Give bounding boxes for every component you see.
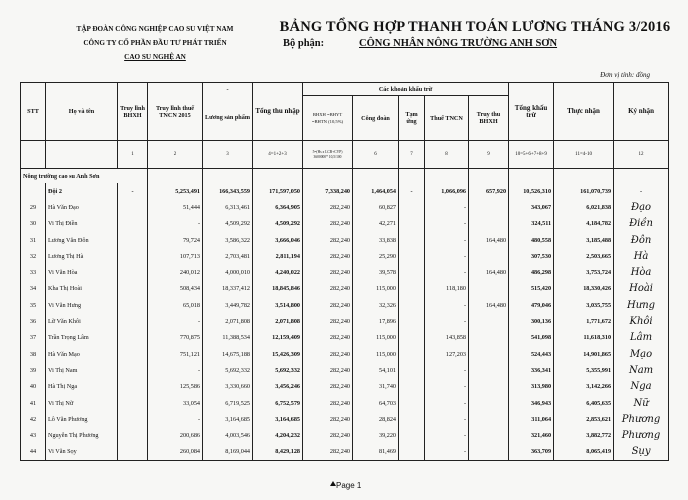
- group-social-insurance: 7,338,240: [303, 183, 353, 199]
- row-signature: Nữ: [614, 395, 669, 411]
- row-total-deduction: 515,420: [509, 281, 554, 297]
- row-advance: [399, 346, 425, 362]
- table-row: [21, 199, 669, 215]
- row-back-pay-bhxh: [118, 346, 148, 362]
- col-social-insurance: BHXH =BHYT =BHTN (10,5%): [303, 96, 353, 141]
- row-back-pay-tax: 51,444: [148, 199, 203, 215]
- row-bhxh-recovery: [469, 199, 509, 215]
- row-stt: 35: [21, 297, 46, 313]
- row-stt: 44: [21, 444, 46, 461]
- row-advance: [399, 199, 425, 215]
- row-net-pay: 3,753,724: [554, 264, 614, 280]
- row-bhxh-recovery: 164,480: [469, 232, 509, 248]
- idx-5: 5=(Hs x LCB+CVP) 3600000* 10,5/100: [303, 141, 353, 169]
- row-income-tax: -: [425, 297, 469, 313]
- idx-name: [46, 141, 118, 169]
- row-name: Lương Thị Hà: [46, 248, 118, 264]
- row-product-wage: 2,071,808: [203, 313, 253, 329]
- row-total-income: 3,666,046: [253, 232, 303, 248]
- row-net-pay: 6,021,838: [554, 199, 614, 215]
- table-row: [21, 427, 669, 443]
- idx-4: 4=1+2+3: [253, 141, 303, 169]
- row-advance: [399, 216, 425, 232]
- table-row: [21, 362, 669, 378]
- row-income-tax: -: [425, 313, 469, 329]
- row-total-deduction: 311,064: [509, 411, 554, 427]
- row-back-pay-bhxh: [118, 411, 148, 427]
- row-product-wage: 4,000,010: [203, 264, 253, 280]
- row-social-insurance: 282,240: [303, 264, 353, 280]
- row-total-income: 4,509,292: [253, 216, 303, 232]
- row-income-tax: -: [425, 379, 469, 395]
- row-name: Lô Văn Phương: [46, 411, 118, 427]
- group-product-wage: 166,343,559: [203, 183, 253, 199]
- row-back-pay-bhxh: [118, 264, 148, 280]
- row-total-deduction: 321,460: [509, 427, 554, 443]
- row-signature: Hưng: [614, 297, 669, 313]
- row-total-deduction: 479,046: [509, 297, 554, 313]
- row-total-deduction: 486,298: [509, 264, 554, 280]
- row-advance: [399, 362, 425, 378]
- row-net-pay: 1,771,672: [554, 313, 614, 329]
- row-name: Vi Văn Sọy: [46, 444, 118, 461]
- group-signature: -: [614, 183, 669, 199]
- row-back-pay-bhxh: [118, 444, 148, 461]
- col-income-tax: Thuế TNCN: [425, 96, 469, 141]
- row-total-income: 5,692,332: [253, 362, 303, 378]
- group-name: Đội 2: [46, 183, 118, 199]
- row-income-tax: -: [425, 264, 469, 280]
- group-total-income: 171,597,050: [253, 183, 303, 199]
- row-back-pay-bhxh: [118, 199, 148, 215]
- row-name: Vi Thị Điền: [46, 216, 118, 232]
- row-social-insurance: 282,240: [303, 313, 353, 329]
- row-product-wage: 5,692,332: [203, 362, 253, 378]
- row-total-deduction: 307,530: [509, 248, 554, 264]
- row-back-pay-tax: -: [148, 313, 203, 329]
- row-income-tax: -: [425, 199, 469, 215]
- page-number: Page 1: [336, 481, 362, 490]
- col-total-income: Tổng thu nhập: [253, 83, 303, 141]
- col-bhxh-recovery: Truy thu BHXH: [469, 96, 509, 141]
- row-social-insurance: 282,240: [303, 346, 353, 362]
- row-total-deduction: 313,980: [509, 379, 554, 395]
- table-row: [21, 379, 669, 395]
- row-net-pay: 2,503,665: [554, 248, 614, 264]
- row-signature: Đôn: [614, 232, 669, 248]
- row-signature: Điền: [614, 216, 669, 232]
- row-net-pay: 4,184,782: [554, 216, 614, 232]
- idx-3: 3: [203, 141, 253, 169]
- row-back-pay-bhxh: [118, 362, 148, 378]
- group-net-pay: 161,070,739: [554, 183, 614, 199]
- row-total-income: 4,240,022: [253, 264, 303, 280]
- row-union-fee: 54,101: [353, 362, 399, 378]
- group-bhxh-recovery: 657,920: [469, 183, 509, 199]
- row-net-pay: 3,035,755: [554, 297, 614, 313]
- row-back-pay-tax: 751,121: [148, 346, 203, 362]
- idx-10: 10=5+6+7+8+9: [509, 141, 554, 169]
- row-income-tax: -: [425, 411, 469, 427]
- row-stt: 37: [21, 330, 46, 346]
- row-stt: 32: [21, 248, 46, 264]
- row-income-tax: 118,180: [425, 281, 469, 297]
- row-signature: Nga: [614, 379, 669, 395]
- idx-1: 1: [118, 141, 148, 169]
- row-net-pay: 5,355,991: [554, 362, 614, 378]
- row-union-fee: 60,827: [353, 199, 399, 215]
- row-product-wage: 6,313,461: [203, 199, 253, 215]
- row-product-wage: 2,703,481: [203, 248, 253, 264]
- row-signature: Phương: [614, 427, 669, 443]
- row-union-fee: 17,896: [353, 313, 399, 329]
- group-back-pay-bhxh: -: [118, 183, 148, 199]
- row-social-insurance: 282,240: [303, 232, 353, 248]
- row-income-tax: 143,858: [425, 330, 469, 346]
- row-social-insurance: 282,240: [303, 362, 353, 378]
- row-total-income: 12,159,409: [253, 330, 303, 346]
- row-social-insurance: 282,240: [303, 379, 353, 395]
- row-advance: [399, 313, 425, 329]
- row-total-income: 18,845,846: [253, 281, 303, 297]
- col-signature: Ký nhận: [614, 83, 669, 141]
- col-name: Họ và tên: [46, 83, 118, 141]
- table-row: [21, 346, 669, 362]
- col-total-deduction: Tổng khấu trừ: [509, 83, 554, 141]
- department-label: Bộ phận:: [283, 38, 325, 49]
- row-product-wage: 6,719,525: [203, 395, 253, 411]
- row-back-pay-bhxh: [118, 313, 148, 329]
- row-income-tax: -: [425, 248, 469, 264]
- row-stt: 43: [21, 427, 46, 443]
- row-social-insurance: 282,240: [303, 281, 353, 297]
- payroll-table: [20, 82, 669, 461]
- row-income-tax: 127,203: [425, 346, 469, 362]
- row-bhxh-recovery: [469, 216, 509, 232]
- row-back-pay-tax: 240,012: [148, 264, 203, 280]
- row-net-pay: 6,405,635: [554, 395, 614, 411]
- row-bhxh-recovery: [469, 330, 509, 346]
- row-back-pay-bhxh: [118, 297, 148, 313]
- group-union-fee: 1,464,054: [353, 183, 399, 199]
- row-product-wage: 14,675,188: [203, 346, 253, 362]
- row-signature: Hà: [614, 248, 669, 264]
- row-name: Vi Thị Nam: [46, 362, 118, 378]
- row-stt: 41: [21, 395, 46, 411]
- row-back-pay-tax: -: [148, 411, 203, 427]
- row-social-insurance: 282,240: [303, 297, 353, 313]
- group-back-pay-tax: 5,253,491: [148, 183, 203, 199]
- row-total-deduction: 524,443: [509, 346, 554, 362]
- table-row: [21, 313, 669, 329]
- row-name: Kha Thị Hoài: [46, 281, 118, 297]
- row-back-pay-tax: -: [148, 362, 203, 378]
- row-advance: [399, 379, 425, 395]
- row-bhxh-recovery: [469, 362, 509, 378]
- row-social-insurance: 282,240: [303, 248, 353, 264]
- row-advance: [399, 395, 425, 411]
- row-bhxh-recovery: 164,480: [469, 297, 509, 313]
- row-total-deduction: 324,511: [509, 216, 554, 232]
- idx-12: 12: [614, 141, 669, 169]
- row-back-pay-bhxh: [118, 379, 148, 395]
- row-total-deduction: 363,709: [509, 444, 554, 461]
- row-signature: Phương: [614, 411, 669, 427]
- row-name: Lương Văn Đôn: [46, 232, 118, 248]
- row-income-tax: -: [425, 232, 469, 248]
- row-stt: 36: [21, 313, 46, 329]
- row-product-wage: 4,003,546: [203, 427, 253, 443]
- col-union-fee: Công đoàn: [353, 96, 399, 141]
- row-back-pay-tax: 200,686: [148, 427, 203, 443]
- idx-6: 6: [353, 141, 399, 169]
- row-back-pay-bhxh: [118, 216, 148, 232]
- col-deductions-group: Các khoản khấu trừ: [303, 83, 509, 96]
- row-stt: 38: [21, 346, 46, 362]
- row-advance: [399, 330, 425, 346]
- row-union-fee: 32,326: [353, 297, 399, 313]
- table-row: [21, 395, 669, 411]
- row-bhxh-recovery: [469, 395, 509, 411]
- row-stt: 33: [21, 264, 46, 280]
- group-income-tax: 1,066,096: [425, 183, 469, 199]
- row-total-deduction: 343,067: [509, 199, 554, 215]
- row-stt: 29: [21, 199, 46, 215]
- row-name: Lữ Văn Khôi: [46, 313, 118, 329]
- currency-unit-note: Đơn vị tính: đồng: [600, 71, 650, 79]
- row-name: Hà Văn Đạo: [46, 199, 118, 215]
- row-back-pay-bhxh: [118, 232, 148, 248]
- row-advance: [399, 248, 425, 264]
- row-income-tax: -: [425, 444, 469, 461]
- row-back-pay-tax: 79,724: [148, 232, 203, 248]
- group-advance: -: [399, 183, 425, 199]
- organization-header: [40, 22, 270, 64]
- row-back-pay-bhxh: [118, 281, 148, 297]
- row-income-tax: -: [425, 362, 469, 378]
- row-name: Nguyễn Thị Phương: [46, 427, 118, 443]
- row-total-income: 8,429,128: [253, 444, 303, 461]
- row-product-wage: 18,337,412: [203, 281, 253, 297]
- row-union-fee: 39,220: [353, 427, 399, 443]
- org-line-3: CAO SU NGHỆ AN: [124, 53, 186, 61]
- table-row: [21, 411, 669, 427]
- row-advance: [399, 281, 425, 297]
- row-advance: [399, 427, 425, 443]
- section-title: Nông trường cao su Anh Sơn: [21, 169, 148, 184]
- idx-8: 8: [425, 141, 469, 169]
- row-back-pay-tax: 65,018: [148, 297, 203, 313]
- row-back-pay-tax: 107,713: [148, 248, 203, 264]
- row-net-pay: 11,618,310: [554, 330, 614, 346]
- table-row: [21, 297, 669, 313]
- row-net-pay: 3,185,488: [554, 232, 614, 248]
- row-bhxh-recovery: [469, 379, 509, 395]
- row-total-income: 3,514,800: [253, 297, 303, 313]
- row-total-deduction: 541,098: [509, 330, 554, 346]
- row-total-income: 4,204,232: [253, 427, 303, 443]
- document-title: BẢNG TỔNG HỢP THANH TOÁN LƯƠNG THÁNG 3/2016: [279, 19, 671, 35]
- row-stt: 34: [21, 281, 46, 297]
- row-signature: Đạo: [614, 199, 669, 215]
- row-signature: Lâm: [614, 330, 669, 346]
- row-back-pay-bhxh: [118, 427, 148, 443]
- row-net-pay: 3,882,772: [554, 427, 614, 443]
- row-name: Hà Thị Nga: [46, 379, 118, 395]
- row-total-income: 6,752,579: [253, 395, 303, 411]
- row-income-tax: -: [425, 395, 469, 411]
- row-back-pay-bhxh: [118, 330, 148, 346]
- row-bhxh-recovery: [469, 281, 509, 297]
- row-net-pay: 8,065,419: [554, 444, 614, 461]
- row-bhxh-recovery: [469, 313, 509, 329]
- row-signature: Khôi: [614, 313, 669, 329]
- table-row: [21, 281, 669, 297]
- row-product-wage: 8,169,044: [203, 444, 253, 461]
- org-line-1: TẬP ĐOÀN CÔNG NGHIỆP CAO SU VIỆT NAM: [76, 25, 234, 33]
- row-union-fee: 31,740: [353, 379, 399, 395]
- row-social-insurance: 282,240: [303, 427, 353, 443]
- row-social-insurance: 282,240: [303, 216, 353, 232]
- table-row: [21, 264, 669, 280]
- row-union-fee: 42,271: [353, 216, 399, 232]
- col-advance: Tạm ứng: [399, 96, 425, 141]
- row-bhxh-recovery: 164,480: [469, 264, 509, 280]
- col-back-pay-tax: Truy lĩnh thuế TNCN 2015: [148, 83, 203, 141]
- row-union-fee: 28,824: [353, 411, 399, 427]
- row-advance: [399, 411, 425, 427]
- row-back-pay-tax: 508,434: [148, 281, 203, 297]
- row-social-insurance: 282,240: [303, 199, 353, 215]
- row-net-pay: 3,142,266: [554, 379, 614, 395]
- idx-11: 11=4-10: [554, 141, 614, 169]
- row-stt: 39: [21, 362, 46, 378]
- row-stt: 31: [21, 232, 46, 248]
- row-stt: 42: [21, 411, 46, 427]
- row-net-pay: 2,853,621: [554, 411, 614, 427]
- row-advance: [399, 264, 425, 280]
- row-union-fee: 39,578: [353, 264, 399, 280]
- table-row: [21, 248, 669, 264]
- row-name: Vi Văn Hưng: [46, 297, 118, 313]
- row-name: Trần Trọng Lâm: [46, 330, 118, 346]
- row-union-fee: 115,000: [353, 346, 399, 362]
- row-income-tax: -: [425, 427, 469, 443]
- row-union-fee: 33,838: [353, 232, 399, 248]
- row-name: Vi Văn Hòa: [46, 264, 118, 280]
- row-product-wage: 4,509,292: [203, 216, 253, 232]
- group-total-deduction: 10,526,310: [509, 183, 554, 199]
- col-product-wage-top: -: [203, 83, 253, 96]
- row-bhxh-recovery: [469, 346, 509, 362]
- group-row: [21, 183, 669, 199]
- department-value: CÔNG NHÂN NÔNG TRƯỜNG ANH SƠN: [359, 38, 558, 49]
- row-social-insurance: 282,240: [303, 330, 353, 346]
- row-advance: [399, 232, 425, 248]
- row-social-insurance: 282,240: [303, 444, 353, 461]
- row-signature: Hoài: [614, 281, 669, 297]
- row-social-insurance: 282,240: [303, 411, 353, 427]
- idx-7: 7: [399, 141, 425, 169]
- row-product-wage: 3,586,322: [203, 232, 253, 248]
- row-back-pay-tax: -: [148, 216, 203, 232]
- row-stt: 40: [21, 379, 46, 395]
- table-row: [21, 232, 669, 248]
- table-row: [21, 444, 669, 461]
- row-net-pay: 14,901,865: [554, 346, 614, 362]
- row-total-income: 2,071,808: [253, 313, 303, 329]
- row-back-pay-tax: 770,875: [148, 330, 203, 346]
- row-stt: 30: [21, 216, 46, 232]
- row-total-deduction: 300,136: [509, 313, 554, 329]
- row-product-wage: 3,449,782: [203, 297, 253, 313]
- row-total-deduction: 336,341: [509, 362, 554, 378]
- row-total-income: 15,426,309: [253, 346, 303, 362]
- row-name: Vi Thị Nữ: [46, 395, 118, 411]
- row-signature: Sụy: [614, 444, 669, 461]
- row-total-deduction: 346,943: [509, 395, 554, 411]
- row-name: Hà Văn Mạo: [46, 346, 118, 362]
- idx-stt: [21, 141, 46, 169]
- row-union-fee: 115,000: [353, 330, 399, 346]
- idx-9: 9: [469, 141, 509, 169]
- row-product-wage: 3,330,660: [203, 379, 253, 395]
- col-net-pay: Thực nhận: [554, 83, 614, 141]
- row-total-income: 6,364,905: [253, 199, 303, 215]
- idx-2: 2: [148, 141, 203, 169]
- row-bhxh-recovery: [469, 248, 509, 264]
- table-row: [21, 216, 669, 232]
- row-income-tax: -: [425, 216, 469, 232]
- row-social-insurance: 282,240: [303, 395, 353, 411]
- table-row: [21, 330, 669, 346]
- org-line-2: CÔNG TY CỔ PHẦN ĐẦU TƯ PHÁT TRIỂN: [83, 39, 227, 47]
- row-advance: [399, 444, 425, 461]
- row-bhxh-recovery: [469, 444, 509, 461]
- col-product-wage: Lương sản phẩm: [203, 96, 253, 141]
- row-signature: Nam: [614, 362, 669, 378]
- row-total-income: 2,811,194: [253, 248, 303, 264]
- row-total-income: 3,164,685: [253, 411, 303, 427]
- row-signature: Hòa: [614, 264, 669, 280]
- row-total-income: 3,456,246: [253, 379, 303, 395]
- row-back-pay-tax: 260,084: [148, 444, 203, 461]
- row-signature: Mạo: [614, 346, 669, 362]
- row-net-pay: 18,330,426: [554, 281, 614, 297]
- col-back-pay-bhxh: Truy lĩnh BHXH: [118, 83, 148, 141]
- row-advance: [399, 297, 425, 313]
- row-back-pay-tax: 125,586: [148, 379, 203, 395]
- row-back-pay-bhxh: [118, 395, 148, 411]
- row-total-deduction: 480,558: [509, 232, 554, 248]
- row-union-fee: 115,000: [353, 281, 399, 297]
- row-product-wage: 11,388,534: [203, 330, 253, 346]
- row-union-fee: 64,703: [353, 395, 399, 411]
- row-back-pay-bhxh: [118, 248, 148, 264]
- row-bhxh-recovery: [469, 427, 509, 443]
- col-stt: STT: [21, 83, 46, 141]
- row-bhxh-recovery: [469, 411, 509, 427]
- row-product-wage: 3,164,685: [203, 411, 253, 427]
- row-union-fee: 25,290: [353, 248, 399, 264]
- row-back-pay-tax: 33,054: [148, 395, 203, 411]
- row-union-fee: 81,469: [353, 444, 399, 461]
